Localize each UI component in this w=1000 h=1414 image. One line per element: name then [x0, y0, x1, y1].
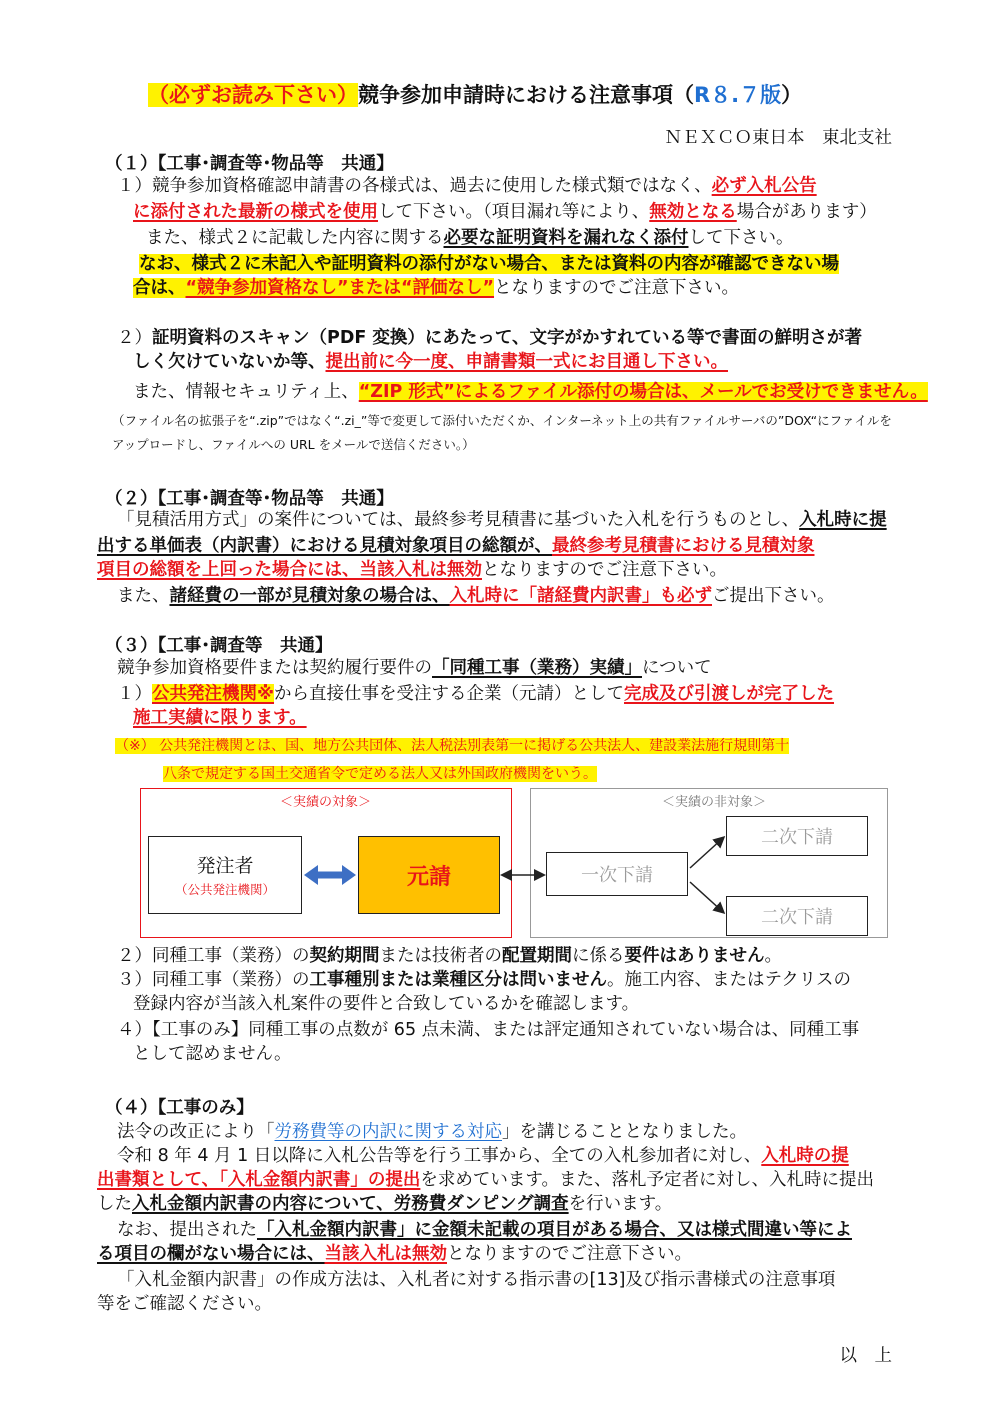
s4-line-4: [97, 1192, 672, 1216]
s1-line-3: [146, 226, 794, 250]
s1-highlight: なお、様式２に未記入や証明資料の添付がない場合、または資料の内容が確認できない場: [139, 254, 839, 274]
section-1-heading: （１）【工事･調査等･物品等 共通】: [105, 154, 394, 174]
s2-emph: 項目の総額を上回った場合には、当該入札は無効: [97, 560, 482, 580]
s4-text: なお、提出された: [117, 1220, 257, 1240]
s3-note-text: 八条で規定する国土交通省令で定める法人又は外国政府機関をいう。: [163, 766, 597, 782]
s2-text: となりますのでご注意下さい。: [482, 560, 727, 580]
s3-intro: [117, 656, 712, 680]
orderer-box: [148, 836, 302, 914]
s3-bold: 「同種工事（業務）実績」: [432, 658, 642, 678]
s1-note-1: （ファイル名の拡張子を“.zip”ではなく“.zi_”等で変更して添付いただくか、インターネット上の共有ファイルサーバの”DOX“にファイルを: [112, 413, 892, 428]
s1-text: ２）: [117, 328, 152, 348]
s4-bold: 入札金額内訳書の内容について、労務費ダンピング調査: [132, 1194, 569, 1214]
first-subcontractor-label: 一次下請: [581, 865, 653, 886]
organization: ＮＥＸＣＯ東日本 東北支社: [664, 128, 892, 148]
title-suffix: ）: [781, 83, 803, 107]
s1-text: また、様式２に記載した内容に関する: [146, 228, 444, 248]
s1-emph: 無効となる: [649, 202, 737, 222]
s3-text: ２）同種工事（業務）の: [117, 946, 310, 966]
s3-text: または技術者の: [379, 946, 502, 966]
s2-bold: 出する単価表（内訳書）における見積対象項目の総額が、: [97, 536, 552, 556]
nontarget-scope-label: ＜実績の非対象＞: [662, 795, 767, 810]
s1-line-4: [139, 252, 839, 276]
section-3-heading: （３）【工事･調査等 共通】: [105, 636, 333, 656]
s4-line-2: [117, 1144, 849, 1168]
prime-contractor-label: 元請: [406, 864, 451, 890]
s4-emph: 当該入札は無効: [324, 1244, 447, 1264]
s3-text: 。施工内容、またはテクリスの: [607, 970, 851, 990]
s2-emph: 入札時に「諸経費内訳書」も必ず: [449, 586, 712, 606]
s2-line-3: [97, 558, 727, 582]
prime-contractor-box: [358, 836, 500, 914]
s1-emph: に添付された最新の様式を使用: [133, 202, 378, 222]
s1-item-2-line-1: [117, 326, 862, 350]
s4-line-7: 「入札金額内訳書」の作成方法は、入札者に対する指示書の[13]及び指示書様式の注意事項: [117, 1270, 836, 1290]
s4-bold: 「入札金額内訳書」に金額未記載の項目がある場合、又は様式間違い等によ: [257, 1220, 852, 1240]
s1-line-1: [117, 174, 817, 198]
title-version: R８.７版: [694, 83, 782, 107]
s1-text: して下さい。: [688, 228, 794, 248]
s3-item-3-line-1: [117, 968, 851, 992]
s2-emph: 最終参考見積書における見積対象: [552, 536, 815, 556]
second-subcontractor-label-1: 二次下請: [761, 827, 833, 848]
s2-line-2: [97, 534, 815, 558]
s3-text: 競争参加資格要件または契約履行要件の: [117, 658, 432, 678]
s3-note-text: （※） 公共発注機関とは、国、地方公共団体、法人税法別表第一に掲げる公共法人、建設業法施行規則第十: [115, 738, 790, 754]
page-title: [148, 80, 802, 110]
s4-line-8: 等をご確認ください。: [97, 1294, 272, 1314]
s1-text: となりますのでご注意下さい。: [494, 278, 740, 298]
target-scope-label: ＜実績の対象＞: [280, 795, 372, 810]
s1-text: して下さい。（項目漏れ等により、: [378, 202, 650, 222]
s1-text: 場合があります）: [736, 202, 877, 222]
closing-mark: 以 上: [839, 1346, 892, 1366]
s4-line-6: [97, 1242, 692, 1266]
s4-emph: 出書類として、「入札金額内訳書」の提出: [97, 1170, 421, 1190]
s3-bold: 要件はありません: [624, 946, 765, 966]
s3-text: に係る: [572, 946, 625, 966]
s4-bold: る項目の欄がない場合には、: [97, 1244, 325, 1264]
s3-item-4-line-2: として認めません。: [133, 1044, 292, 1064]
s3-item-3-line-2: 登録内容が当該入札案件の要件と合致しているかを確認します。: [133, 994, 640, 1014]
s3-emph: 公共発注機関※: [152, 684, 275, 704]
s4-text: 令和 8 年 4 月 1 日以降に入札公告等を行う工事から、全ての入札参加者に対し、: [117, 1146, 762, 1166]
s1-line-5: [133, 276, 739, 300]
s1-emph: “競争参加資格なし”または“評価なし”: [185, 278, 495, 298]
s1-emph: 必ず入札公告: [711, 176, 817, 196]
s3-text: から直接仕事を受注する企業（元請）として: [274, 684, 625, 704]
s4-line-3: [97, 1168, 874, 1192]
s3-text: １）: [117, 684, 152, 704]
title-prefix: （必ずお読み下さい）: [148, 83, 358, 107]
s1-highlight: 合は、: [133, 278, 186, 298]
s2-bold: 入札時に提: [799, 510, 887, 530]
s2-bold: 諸経費の一部が見積対象の場合は、: [169, 586, 450, 606]
s4-line-1: [117, 1120, 747, 1144]
s1-bold: 証明資料のスキャン（PDF 変換）にあたって、文字がかすれている等で書面の鮮明さが著: [152, 328, 863, 348]
s4-emph: 入札時の提: [761, 1146, 849, 1166]
s3-text: について: [642, 658, 712, 678]
section-2-heading: （２）【工事･調査等･物品等 共通】: [105, 489, 394, 509]
s1-emph: 必要な証明資料を漏れなく添付: [443, 228, 689, 248]
section-4-heading: （４）【工事のみ】: [105, 1098, 254, 1118]
s3-item-1-line-1: [117, 682, 834, 706]
s3-text: 。: [764, 946, 782, 966]
s4-text: を求めています。また、落札予定者に対し、入札時に提出: [420, 1170, 875, 1190]
s3-bold: 契約期間: [309, 946, 380, 966]
s1-bold: しく欠けていないか等、: [133, 352, 326, 372]
s4-text: 法令の改正により「: [117, 1122, 275, 1142]
s1-line-2: [133, 200, 877, 224]
s1-note-2: アップロードし、ファイルへの URL をメールで送信ください。）: [112, 437, 475, 452]
s4-text: 」を講じることとなりました。: [502, 1122, 747, 1142]
s3-emph: 完成及び引渡しが完了した: [624, 684, 835, 704]
orderer-label: 発注者: [196, 855, 254, 877]
second-subcontractor-box-2: [726, 896, 868, 936]
orderer-sublabel: （公共発注機関）: [174, 882, 275, 897]
s2-line-4: [117, 584, 835, 608]
s1-item-2-line-2: [133, 350, 728, 374]
second-subcontractor-label-2: 二次下請: [761, 907, 833, 928]
s3-bold: 工事種別または業種区分は問いません: [309, 970, 607, 990]
s4-text: した: [97, 1194, 132, 1214]
s2-text: ご提出下さい。: [712, 586, 835, 606]
s2-text: また、: [117, 586, 170, 606]
s3-emph: 施工実績に限ります。: [133, 708, 307, 728]
second-subcontractor-box-1: [726, 816, 868, 856]
s1-emph: “ZIP 形式”によるファイル添付の場合は、メールでお受けできません。: [358, 382, 928, 402]
s1-text: １）競争参加資格確認申請書の各様式は、過去に使用した様式類ではなく、: [117, 176, 712, 196]
s3-item-1-line-2: [133, 706, 307, 730]
s1-item-2-line-3: [133, 380, 928, 404]
labor-cost-link[interactable]: 労務費等の内訳に関する対応: [274, 1122, 502, 1142]
s1-emph: 提出前に今一度、申請書類一式にお目通し下さい。: [325, 352, 728, 372]
s4-text: となりますのでご注意下さい。: [447, 1244, 692, 1264]
s3-note-1: [115, 735, 789, 757]
s4-line-5: [117, 1218, 852, 1242]
s4-text: を行います。: [568, 1194, 673, 1214]
s3-item-4-line-1: ４）【工事のみ】同種工事の点数が 65 点未満、または評定通知されていない場合は、同種工事: [117, 1020, 860, 1040]
s1-text: また、情報セキュリティ上、: [133, 382, 359, 402]
s3-item-2: [117, 944, 782, 968]
first-subcontractor-box: [546, 852, 688, 896]
s2-text: 「見積活用方式」の案件については、最終参考見積書に基づいた入札を行うものとし、: [117, 510, 800, 530]
s3-text: ３）同種工事（業務）の: [117, 970, 310, 990]
s2-line-1: [117, 508, 887, 532]
title-main: 競争参加申請時における注意事項（: [358, 83, 694, 107]
s3-bold: 配置期間: [502, 946, 572, 966]
s3-note-2: [163, 763, 597, 785]
